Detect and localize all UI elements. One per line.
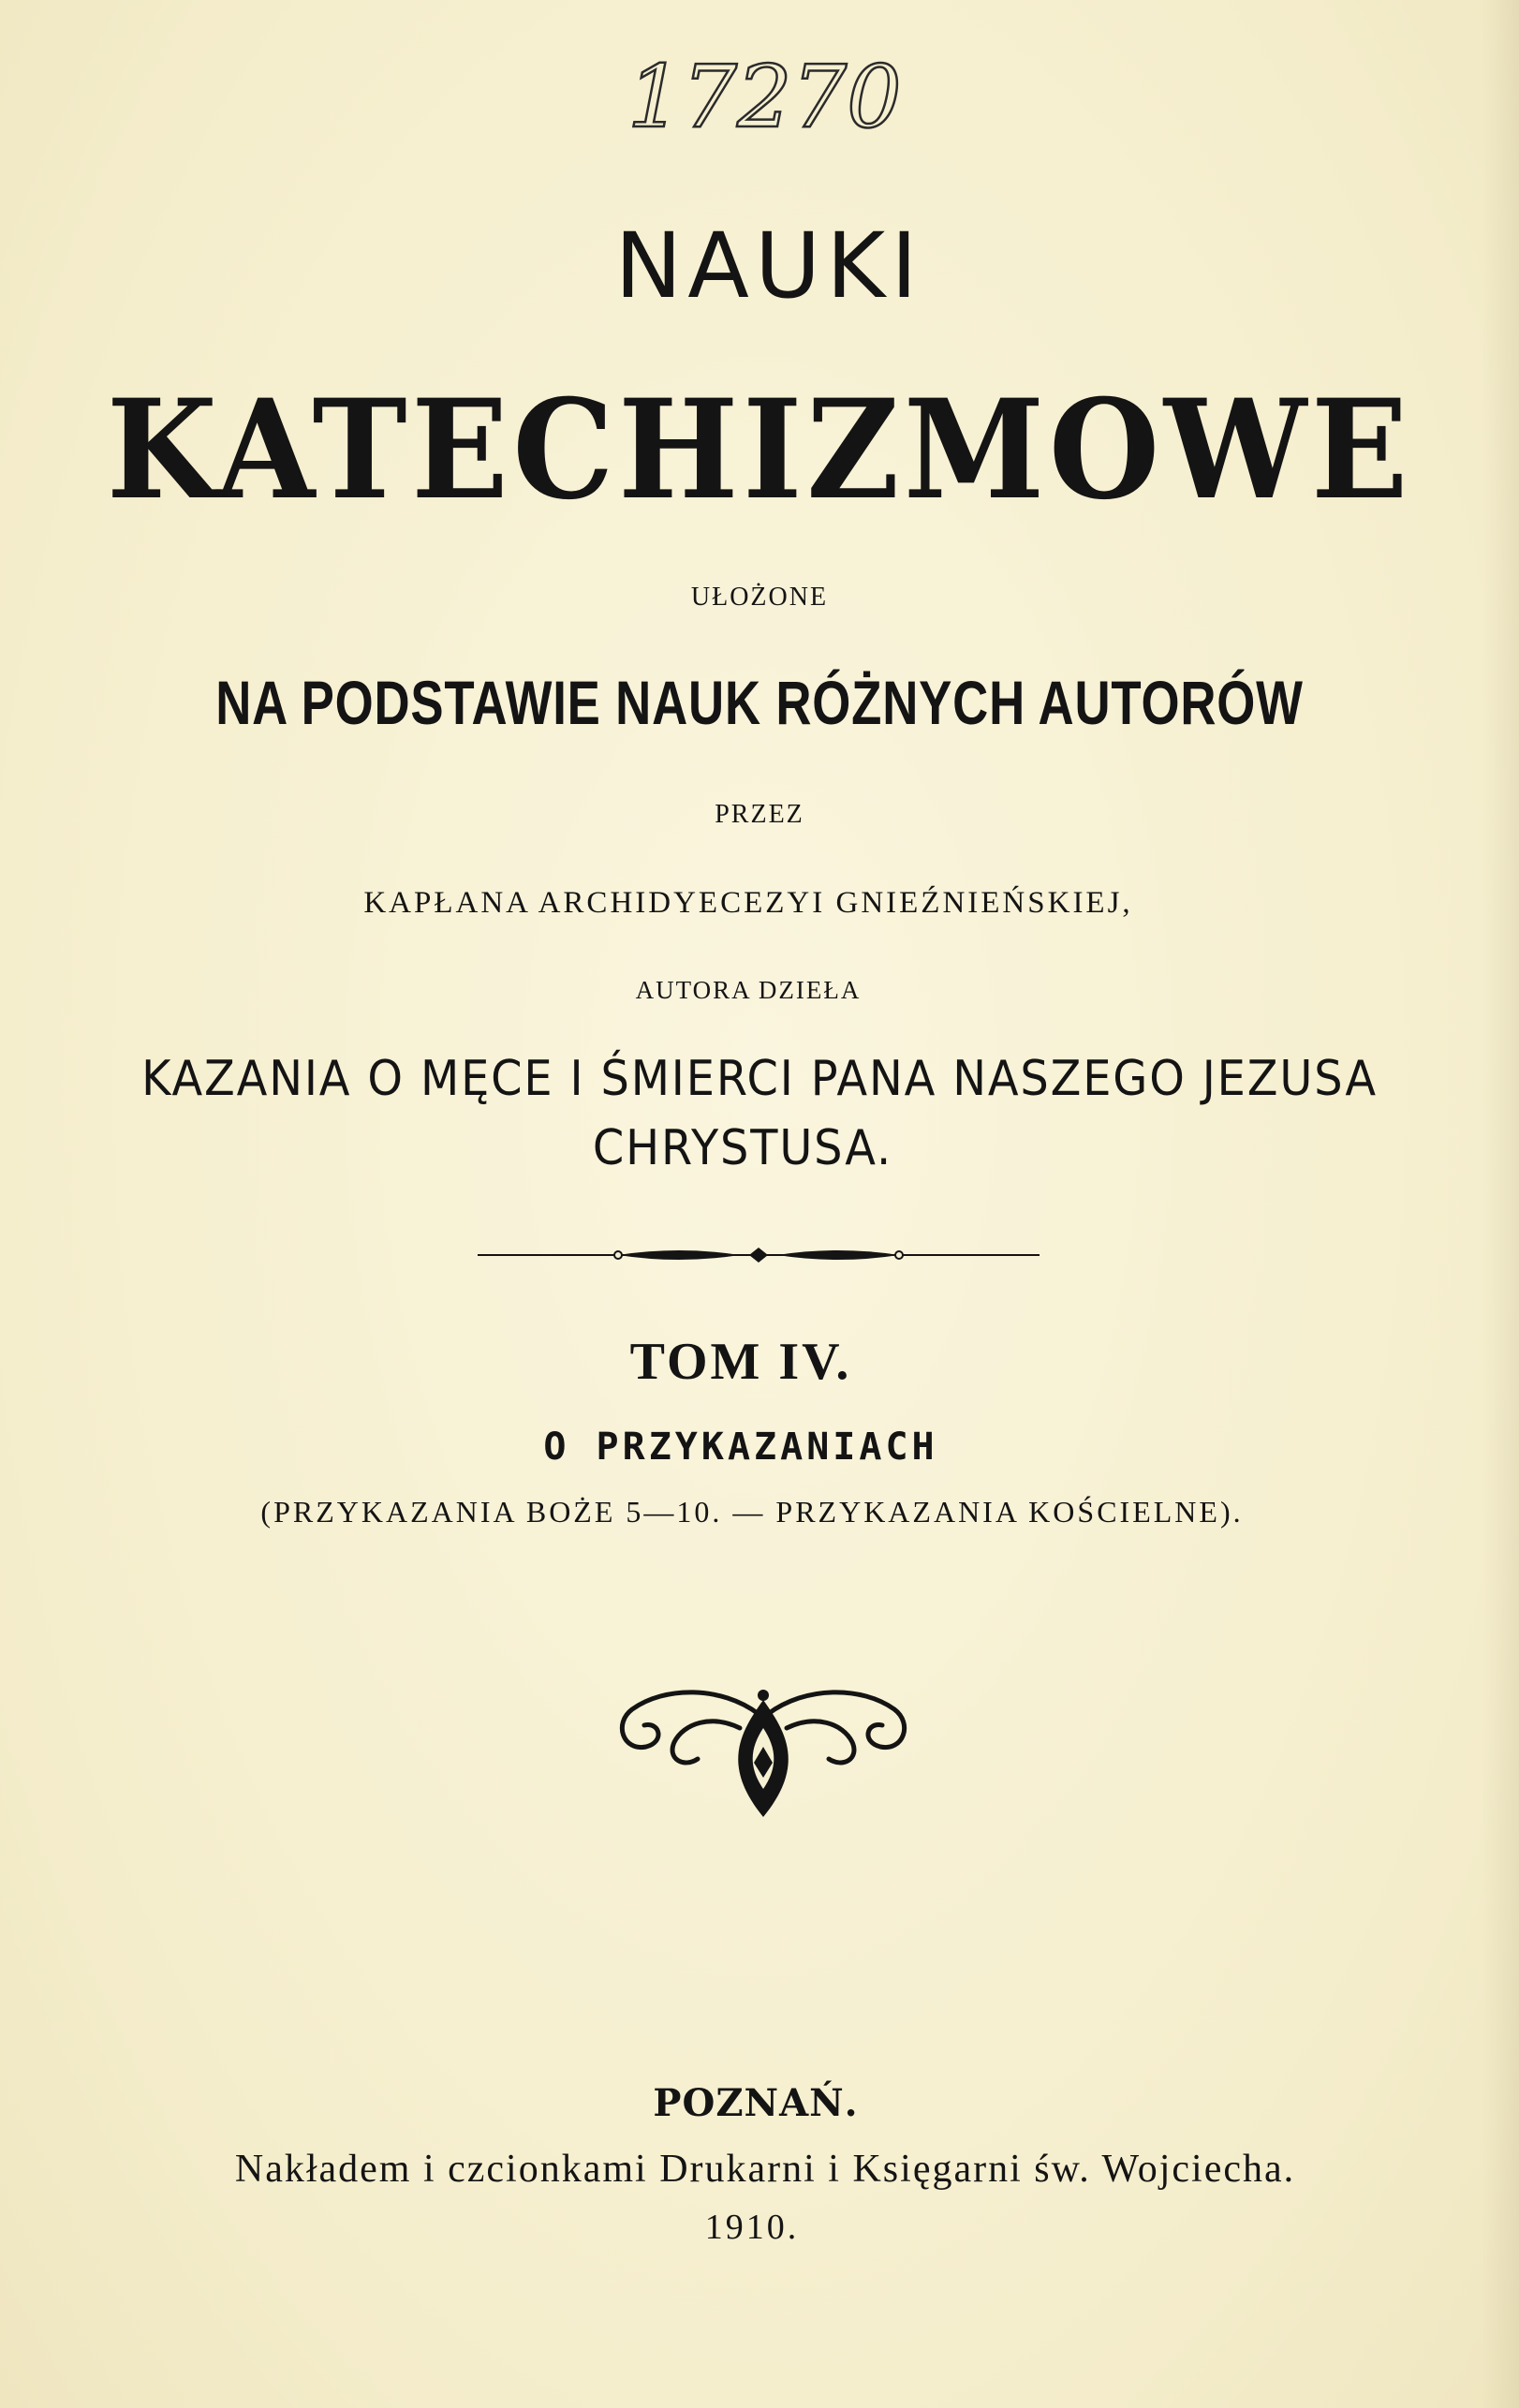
work-title-line-1: KAZANIA O MĘCE I ŚMIERCI PANA NASZEGO JEZUSA (141, 1051, 1378, 1107)
work-title-line-2: CHRYSTUSA. (592, 1120, 893, 1176)
subtitle-ulozone: UŁOŻONE (690, 583, 829, 612)
title-line-1: NAUKI (614, 214, 923, 318)
imprint-publisher: Nakładem i czcionkami Drukarni i Księgarni św. Wojciecha. (234, 2148, 1296, 2191)
svg-text:17270: 17270 (627, 47, 902, 147)
subtitle-basis: NA PODSTAWIE NAUK RÓŻNYCH AUTORÓW (215, 668, 1304, 737)
subtitle-przez: PRZEZ (715, 800, 804, 829)
title-line-2: KATECHIZMOWE (106, 370, 1413, 530)
floral-ornament-icon (609, 1677, 918, 1826)
handwritten-number (618, 37, 936, 150)
volume-subject: O PRZYKAZANIACH (543, 1426, 938, 1469)
imprint-year: 1910. (704, 2208, 800, 2247)
author-work-label: AUTORA DZIEŁA (635, 976, 862, 1004)
author-line: KAPŁANA ARCHIDYECEZYI GNIEŹNIEŃSKIEJ, (363, 886, 1133, 920)
imprint-place: POZNAŃ. (653, 2081, 859, 2125)
volume-number: TOM IV. (629, 1333, 852, 1391)
volume-subject-detail: (PRZYKAZANIA BOŻE 5—10. — PRZYKAZANIA KOŚCIELNE). (260, 1495, 1244, 1529)
page-edge-shadow (1482, 0, 1519, 2408)
decorative-divider (478, 1236, 1040, 1274)
